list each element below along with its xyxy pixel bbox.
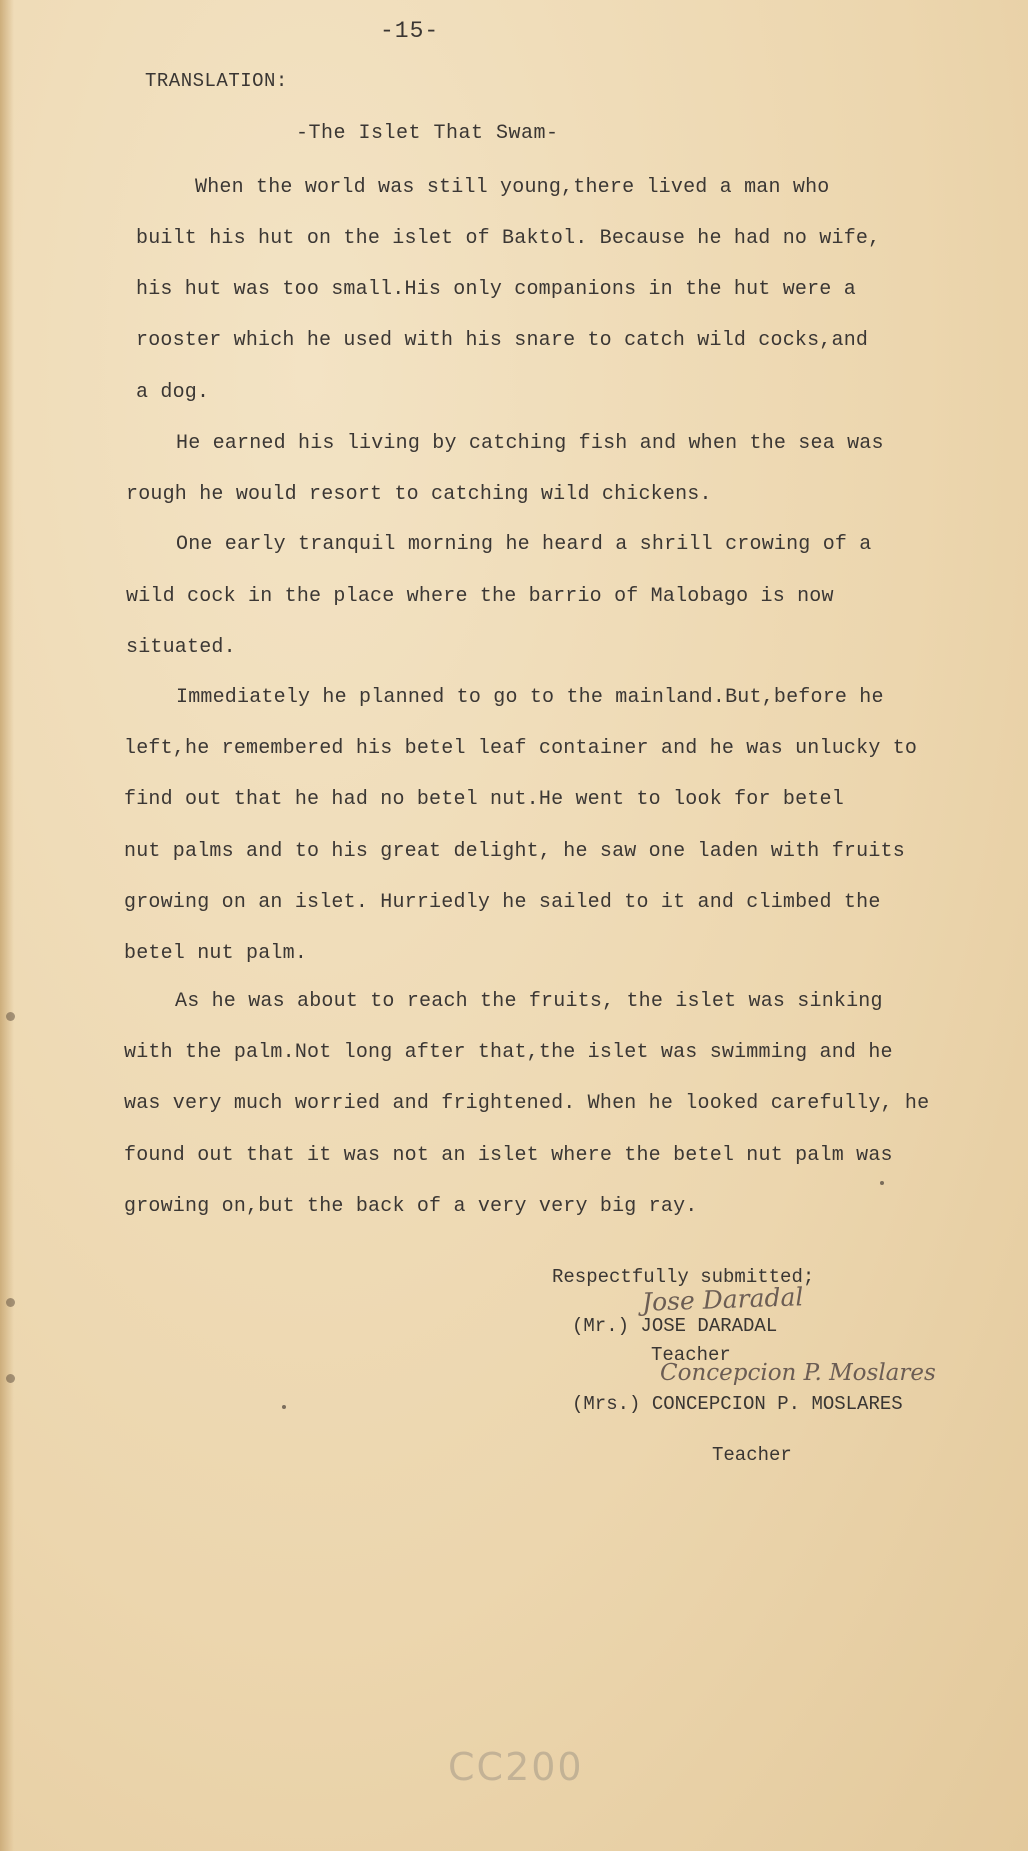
body-line: When the world was still young,there lived a man who: [195, 176, 830, 199]
body-line: Immediately he planned to go to the mainland.But,before he: [176, 686, 884, 709]
body-line: One early tranquil morning he heard a shrill crowing of a: [176, 533, 872, 556]
signatory-role: Teacher: [712, 1444, 792, 1466]
ink-speck: [880, 1181, 884, 1185]
body-line: found out that it was not an islet where the betel nut palm was: [124, 1144, 893, 1167]
signatory-name: (Mr.) JOSE DARADAL: [572, 1315, 778, 1337]
body-line: betel nut palm.: [124, 942, 308, 965]
body-line: with the palm.Not long after that,the islet was swimming and he: [124, 1041, 893, 1064]
handwritten-signature: Jose Daradal: [641, 1282, 804, 1317]
body-line: As he was about to reach the fruits, the islet was sinking: [175, 990, 883, 1013]
body-line: find out that he had no betel nut.He went to look for betel: [124, 788, 844, 811]
body-line: wild cock in the place where the barrio of Malobago is now: [126, 585, 834, 608]
binding-hole: [6, 1012, 15, 1021]
closing-line: Respectfully submitted;: [552, 1266, 815, 1288]
body-line: rooster which he used with his snare to catch wild cocks,and: [136, 329, 869, 352]
binding-hole: [6, 1374, 15, 1383]
body-line: nut palms and to his great delight, he saw one laden with fruits: [124, 840, 905, 863]
page-edge-shadow: [0, 0, 14, 1851]
body-line: growing on an islet. Hurriedly he sailed to it and climbed the: [124, 891, 881, 914]
section-heading: TRANSLATION:: [145, 70, 288, 92]
ink-speck: [282, 1405, 286, 1409]
signatory-role: Teacher: [651, 1344, 731, 1366]
body-line: He earned his living by catching fish and when the sea was: [176, 432, 884, 455]
handwritten-signature: Concepcion P. Moslares: [660, 1360, 936, 1386]
body-line: built his hut on the islet of Baktol. Because he had no wife,: [136, 227, 881, 250]
binding-hole: [6, 1298, 15, 1307]
body-line: a dog.: [136, 381, 210, 404]
archive-stamp: CC200: [448, 1745, 584, 1789]
page-number: -15-: [380, 18, 440, 44]
body-line: left,he remembered his betel leaf container and he was unlucky to: [124, 737, 918, 760]
body-line: was very much worried and frightened. When he looked carefully, he: [124, 1092, 930, 1115]
body-line: growing on,but the back of a very very big ray.: [124, 1195, 698, 1218]
body-line: his hut was too small.His only companions in the hut were a: [136, 278, 856, 301]
body-line: rough he would resort to catching wild chickens.: [126, 483, 712, 506]
story-title: -The Islet That Swam-: [296, 122, 559, 145]
signatory-name: (Mrs.) CONCEPCION P. MOSLARES: [572, 1393, 903, 1415]
body-line: situated.: [126, 636, 236, 659]
